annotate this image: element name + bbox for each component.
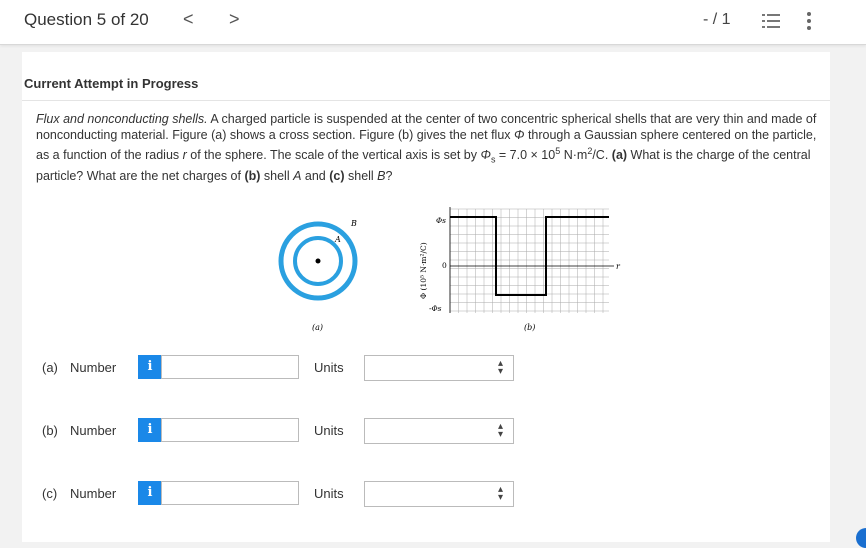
problem-text: A charged particle is suspended at the center of two concentric spherical shells that are very thin and made of nonconducting material. Figure (a) shows a cross section. Figure (b) gives the net flux	[36, 112, 817, 142]
y-axis-label: Φ (10⁵ N·m²/C)	[419, 242, 428, 299]
problem-text: What is the charge of the central particle? What are the net charges of	[36, 148, 811, 183]
phi-symbol: Φ	[514, 128, 525, 142]
select-chevron-icon: ▴ ▾	[497, 358, 503, 377]
previous-question-button[interactable]: <	[183, 9, 194, 29]
number-input[interactable]	[161, 355, 299, 379]
problem-text: and	[301, 168, 330, 183]
part-label: (c)	[42, 486, 58, 501]
question-title: Question 5 of 20	[24, 10, 149, 29]
phis-subscript: s	[490, 154, 496, 165]
shell-b-ref: B	[377, 168, 386, 183]
problem-text: ?	[385, 168, 393, 183]
select-chevron-icon: ▴ ▾	[497, 484, 503, 503]
figure-a-label: (a)	[312, 323, 324, 332]
part-label: (b)	[42, 423, 58, 438]
number-label: Number	[70, 486, 117, 501]
flux-curve	[450, 217, 609, 295]
units-label: Units	[314, 360, 344, 375]
r-symbol: r	[182, 148, 187, 163]
problem-statement	[36, 111, 820, 184]
part-a-tag: (a)	[611, 148, 628, 163]
problem-text: = 7.0 × 10	[495, 148, 556, 163]
next-question-button[interactable]: >	[229, 9, 240, 29]
tick-label-phis: Φs	[436, 216, 446, 225]
shell-a-ref: A	[293, 168, 302, 183]
tick-label-neg-phis: -Φs	[429, 304, 442, 313]
r-axis-label: r	[616, 262, 620, 271]
units-label: Units	[314, 423, 344, 438]
central-particle	[316, 259, 321, 264]
problem-title: Flux and nonconducting shells.	[36, 112, 208, 126]
select-chevron-icon: ▴ ▾	[497, 421, 503, 440]
exponent: 2	[587, 146, 593, 156]
shell-b-label: B	[351, 219, 357, 228]
shell-a-label: A	[335, 235, 341, 244]
phis-symbol: Φ	[480, 148, 491, 163]
figure-b-label: (b)	[524, 323, 536, 332]
number-label: Number	[70, 360, 117, 375]
flux-graph-grid	[450, 209, 609, 313]
units-select[interactable]	[364, 418, 514, 444]
problem-text: shell	[344, 168, 378, 183]
number-input[interactable]	[161, 418, 299, 442]
score-display: - / 1	[703, 11, 731, 28]
info-button[interactable]: i	[138, 355, 162, 379]
problem-text: through a Gaussian sphere centered on the particle, as a function of the radius	[36, 128, 817, 163]
problem-text: of the sphere. The scale of the vertical axis is set by	[186, 148, 481, 163]
problem-text: shell	[260, 168, 294, 183]
help-chat-button[interactable]	[856, 528, 866, 548]
units-select[interactable]	[364, 481, 514, 507]
question-card	[22, 52, 830, 542]
exponent: 5	[555, 146, 561, 156]
problem-text: /C.	[592, 148, 612, 163]
top-bar	[0, 0, 866, 45]
part-c-tag: (c)	[329, 168, 345, 183]
problem-figure	[262, 207, 622, 337]
tick-label-zero: 0	[442, 261, 447, 270]
units-label: Units	[314, 486, 344, 501]
part-b-tag: (b)	[244, 168, 261, 183]
units-select[interactable]	[364, 355, 514, 381]
info-button[interactable]: i	[138, 418, 162, 442]
number-label: Number	[70, 423, 117, 438]
attempt-status: Current Attempt in Progress	[24, 76, 199, 91]
part-label: (a)	[42, 360, 58, 375]
info-button[interactable]: i	[138, 481, 162, 505]
more-options-icon[interactable]	[803, 11, 815, 31]
number-input[interactable]	[161, 481, 299, 505]
problem-text: N·m	[560, 148, 588, 163]
question-list-icon[interactable]	[762, 12, 780, 30]
divider	[22, 100, 830, 101]
